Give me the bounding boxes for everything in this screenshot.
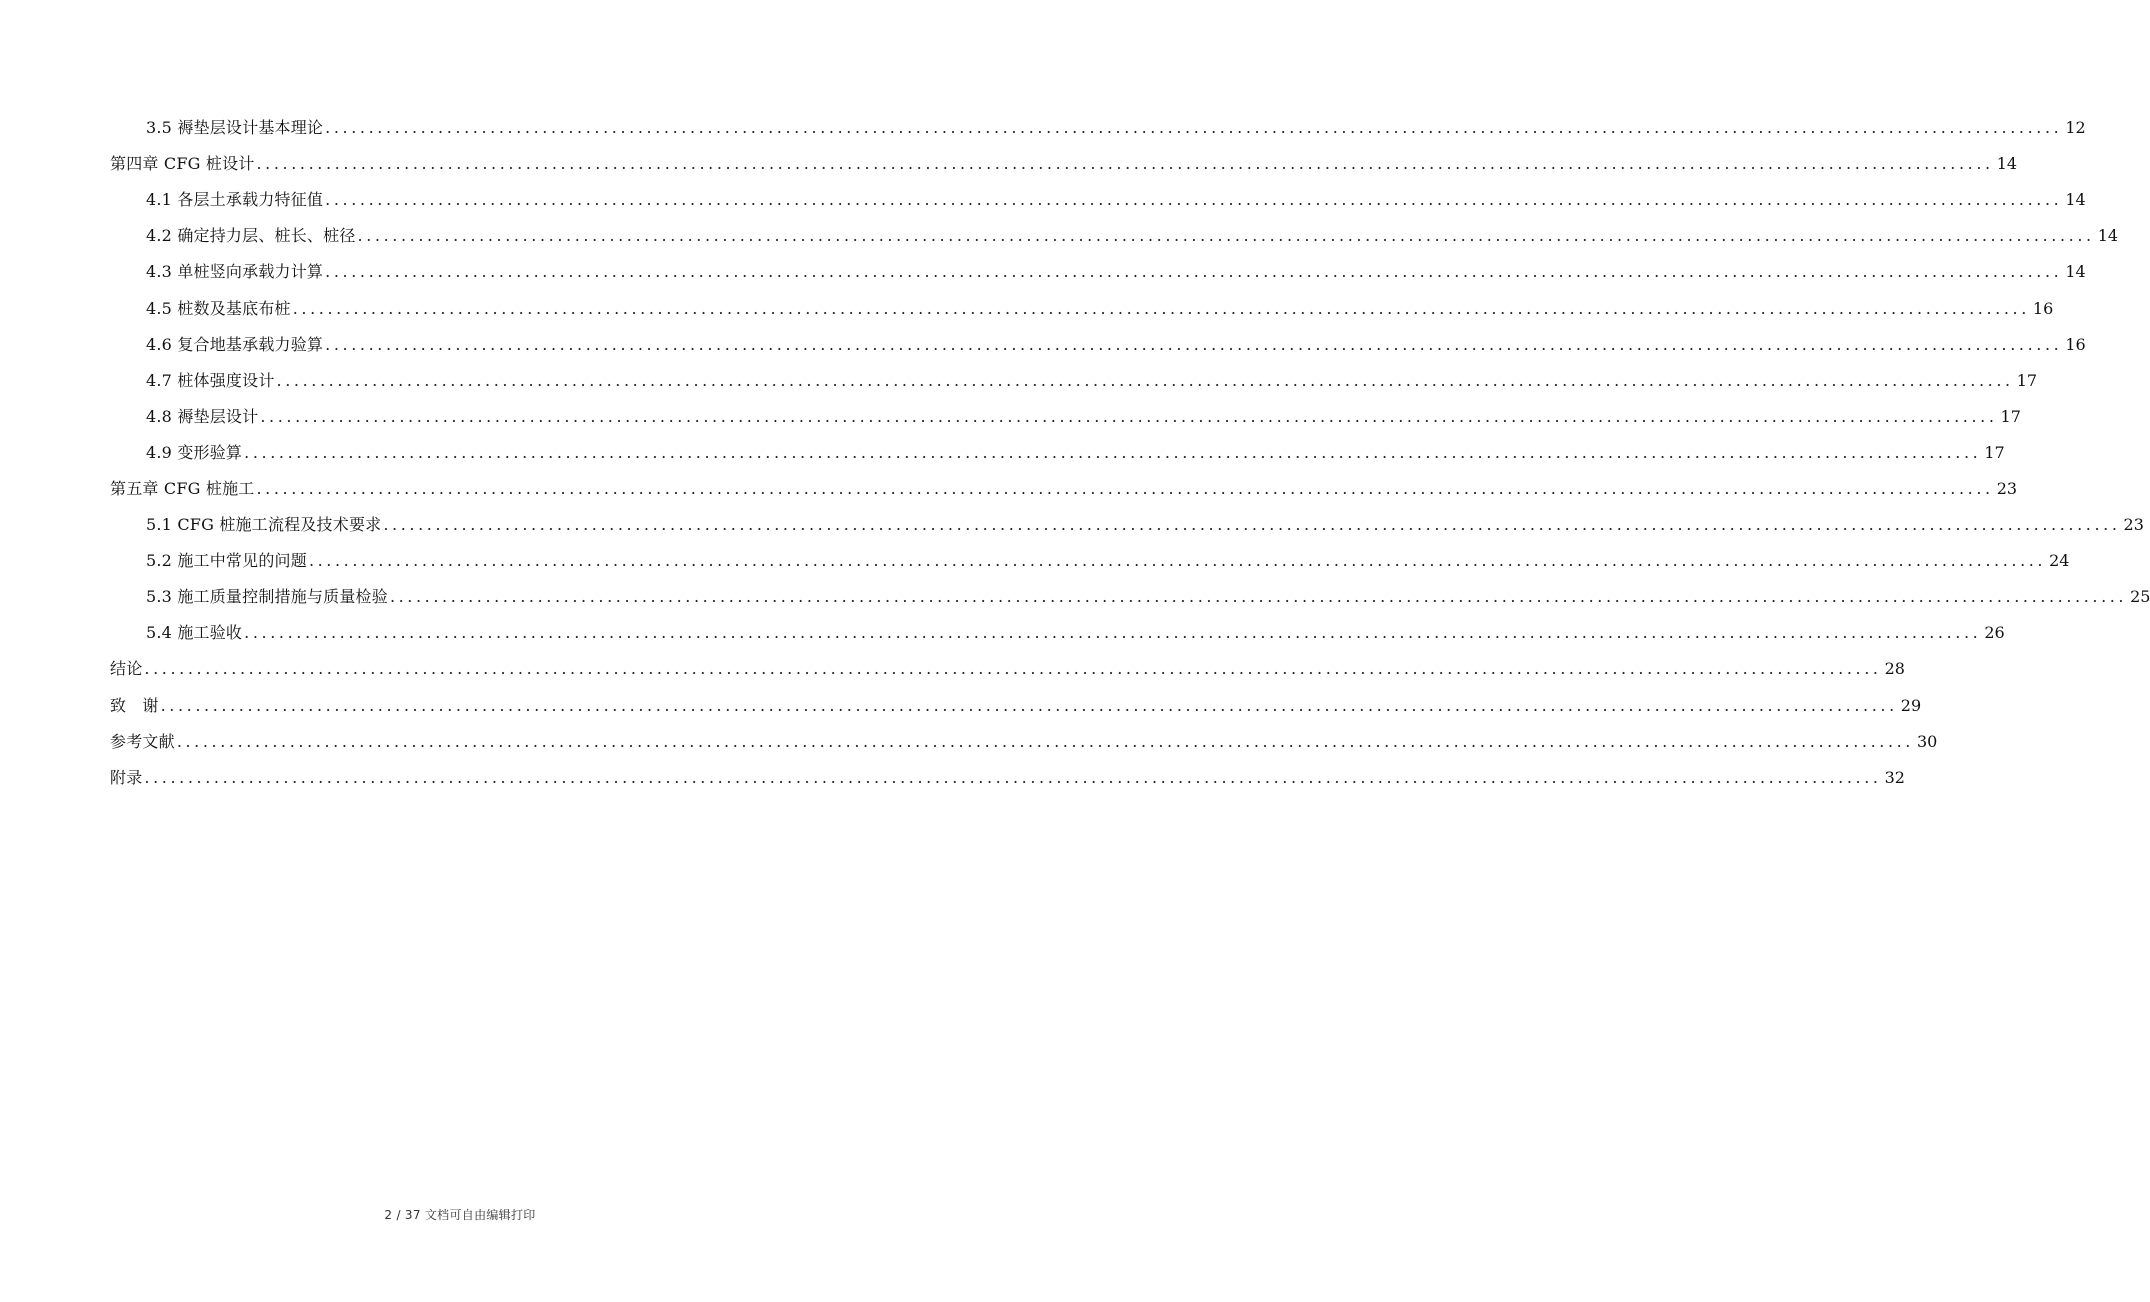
toc-entry-label: 5.3 施工质量控制措施与质量检验 [146,587,388,607]
toc-entry-3-5[interactable] [110,110,2086,146]
toc-entry-label: 4.1 各层土承载力特征值 [146,190,324,210]
toc-page-number: 17 [2000,406,2021,426]
toc-entry-label: 4.3 单桩竖向承载力计算 [146,262,324,282]
toc-leader-dots: ........................................................................................................................................................................................................ [276,370,2014,390]
toc-page-number: 26 [1984,623,2005,643]
toc-page-number: 30 [1917,731,1938,751]
toc-leader-dots: ........................................................................................................................................................................................................ [325,334,2063,354]
toc-entry-conclusion[interactable] [110,651,1905,687]
toc-entry-label: 5.2 施工中常见的问题 [146,551,307,571]
toc-page-number: 24 [2049,551,2070,571]
toc-leader-dots: ........................................................................................................................................................................................................ [292,298,2030,318]
toc-leader-dots: ........................................................................................................................................................................................................ [144,767,1882,787]
toc-page-number: 29 [1900,695,1922,715]
toc-entry-label: 第五章 CFG 桩施工 [110,478,255,498]
toc-entry-label: 4.5 桩数及基底布桩 [146,298,291,318]
toc-entry-label: 5.4 施工验收 [146,623,243,643]
toc-leader-dots: ........................................................................................................................................................................................................ [260,406,1998,426]
toc-entry-label: 致 谢 [110,695,159,715]
toc-page-number: 28 [1884,659,1905,679]
toc-leader-dots: ........................................................................................................................................................................................................ [325,190,2063,210]
toc-leader-dots: ........................................................................................................................................................................................................ [357,226,2095,246]
toc-entry-acknowledgements[interactable] [110,688,1922,724]
page-footer: 2 / 37 文档可自由编辑打印 [384,1208,536,1222]
toc-page-number: 25 [2130,587,2150,607]
toc-entry-label: 4.6 复合地基承载力验算 [146,334,324,354]
toc-entry-label: 4.8 褥垫层设计 [146,406,259,426]
toc-page-number: 23 [2123,515,2144,535]
toc-entry-references[interactable] [110,724,1938,760]
toc-entry-4-9[interactable] [110,435,2005,471]
toc-leader-dots: ........................................................................................................................................................................................................ [389,587,2128,607]
toc-page-number: 14 [2065,190,2086,210]
toc-entry-label: 结论 [110,659,143,679]
toc-leader-dots: ........................................................................................................................................................................................................ [383,515,2121,535]
toc-page-number: 17 [2016,370,2038,390]
toc-page-number: 14 [2065,262,2086,282]
toc-entry-label: 4.7 桩体强度设计 [146,370,275,390]
toc-entry-4-3[interactable] [110,254,2086,290]
toc-entry-5-3[interactable] [110,579,2150,615]
toc-entry-4-7[interactable] [110,363,2038,399]
toc-page-number: 14 [1996,154,2018,174]
toc-entry-4-5[interactable] [110,290,2054,326]
toc-leader-dots: ........................................................................................................................................................................................................ [176,731,1914,751]
toc-leader-dots: ........................................................................................................................................................................................................ [160,695,1898,715]
toc-leader-dots: ........................................................................................................................................................................................................ [144,659,1882,679]
toc-leader-dots: ........................................................................................................................................................................................................ [308,551,2047,571]
toc-entry-label: 3.5 褥垫层设计基本理论 [146,118,324,138]
toc-leader-dots: ........................................................................................................................................................................................................ [325,262,2063,282]
toc-page-number: 17 [1984,442,2005,462]
toc-entry-5-4[interactable] [110,615,2005,651]
toc-entry-label: 第四章 CFG 桩设计 [110,154,255,174]
toc-page-number: 14 [2097,226,2119,246]
toc-entry-5-1[interactable] [110,507,2144,543]
toc-entry-label: 4.2 确定持力层、桩长、桩径 [146,226,356,246]
toc-entry-4-2[interactable] [110,218,2119,254]
toc-entry-label: 参考文献 [110,731,175,751]
toc-entry-4-8[interactable] [110,399,2021,435]
toc-entry-label: 5.1 CFG 桩施工流程及技术要求 [146,515,382,535]
toc-entry-appendix[interactable] [110,760,1905,796]
toc-entry-label: 附录 [110,767,143,787]
toc-entry-chapter-5[interactable] [110,471,2018,507]
toc-entry-5-2[interactable] [110,543,2070,579]
toc-leader-dots: ........................................................................................................................................................................................................ [325,118,2063,138]
toc-page-number: 23 [1996,478,2018,498]
toc-entry-label: 4.9 变形验算 [146,442,243,462]
toc-page-number: 12 [2065,118,2086,138]
toc-leader-dots: ........................................................................................................................................................................................................ [244,442,1982,462]
table-of-contents [110,110,2150,796]
toc-page-number: 16 [2032,298,2054,318]
toc-page-number: 32 [1884,767,1905,787]
toc-leader-dots: ........................................................................................................................................................................................................ [244,623,1982,643]
toc-leader-dots: ........................................................................................................................................................................................................ [256,478,1994,498]
toc-entry-chapter-4[interactable] [110,146,2018,182]
toc-entry-4-1[interactable] [110,182,2086,218]
toc-leader-dots: ........................................................................................................................................................................................................ [256,154,1994,174]
toc-page-number: 16 [2065,334,2086,354]
toc-entry-4-6[interactable] [110,327,2086,363]
